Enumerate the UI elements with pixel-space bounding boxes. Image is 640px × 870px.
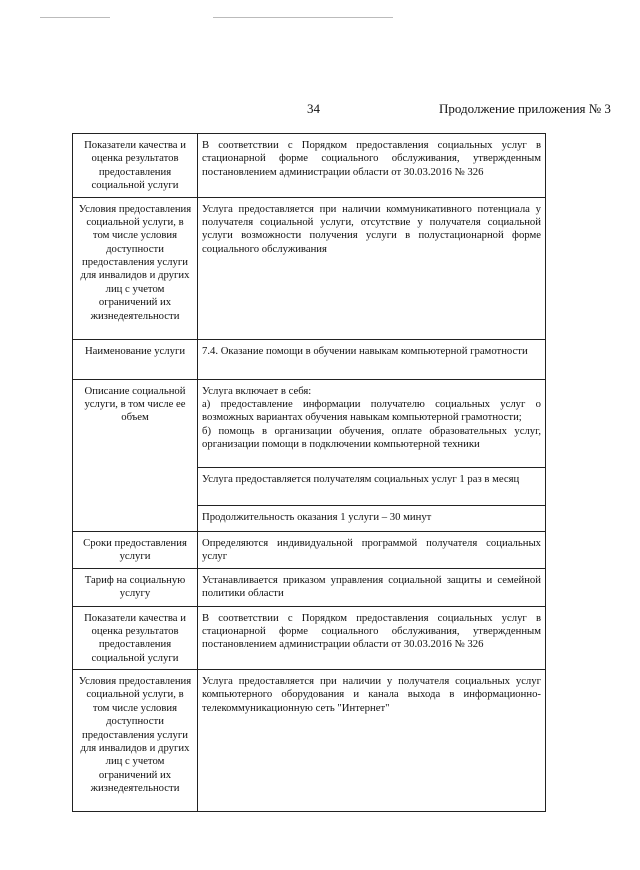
row-label: Показатели качества и оценка результатов предоставления социальной услуги [73, 606, 198, 670]
appendix-continuation-note: Продолжение приложения № 3 [439, 101, 611, 116]
row-label: Условия предоставления социальной услуги, в том числе условия доступности предоставления услуги для инвалидов и других лиц с учетом ограничений их жизнедеятельности [73, 197, 198, 339]
scan-mark-left [40, 17, 110, 18]
row-text: Определяются индивидуальной программой получателя социальных услуг [198, 531, 546, 568]
table-row [73, 568, 546, 606]
service-table [72, 133, 546, 812]
row-label: Тариф на социальную услугу [73, 568, 198, 606]
row-text: В соответствии с Порядком предоставления социальных услуг в стационарной форме социального обслуживания, утвержденным постановлением администрации области от 30.03.2016 № 326 [198, 134, 546, 198]
page-number: 34 [307, 101, 320, 116]
table-row [73, 134, 546, 198]
row-text: В соответствии с Порядком предоставления социальных услуг в стационарной форме социального обслуживания, утвержденным постановлением администрации области от 30.03.2016 № 326 [198, 606, 546, 670]
row-text: Услуга предоставляется получателям социальных услуг 1 раз в месяц [198, 467, 546, 505]
table-row [73, 531, 546, 568]
scan-mark-right [213, 17, 393, 18]
table-row [73, 670, 546, 812]
description-intro: Услуга включает в себя: [202, 384, 312, 397]
row-label: Наименование услуги [73, 339, 198, 379]
row-text: Услуга предоставляется при наличии у получателя социальных услуг компьютерного оборудования и канала выхода в информационно-телекоммуникационную сеть "Интернет" [198, 670, 546, 812]
row-text: Услуга предоставляется при наличии коммуникативного потенциала у получателя социальной услуги, отсутствие у получателя социальной услуги возможности получения услуги в полустационарной форме социального обслуживания [198, 197, 546, 339]
row-label: Условия предоставления социальной услуги, в том числе условия доступности предоставления услуги для инвалидов и других лиц с учетом ограничений их жизнедеятельности [73, 670, 198, 812]
table-row [73, 379, 546, 467]
table-row [73, 197, 546, 339]
row-text: Устанавливается приказом управления социальной защиты и семейной политики области [198, 568, 546, 606]
row-text: Продолжительность оказания 1 услуги – 30 минут [198, 505, 546, 531]
description-item-a: а) предоставление информации получателю социальных услуг о возможных вариантах обучения навыкам компьютерной грамотности; [202, 397, 541, 424]
table-row [73, 339, 546, 379]
table-row [73, 606, 546, 670]
row-label: Сроки предоставления услуги [73, 531, 198, 568]
row-label: Показатели качества и оценка результатов предоставления социальной услуги [73, 134, 198, 198]
row-text: 7.4. Оказание помощи в обучении навыкам компьютерной грамотности [198, 339, 546, 379]
description-item-b: б) помощь в организации обучения, оплате образовательных услуг, организации помощи в подключении компьютерной техники [202, 424, 541, 450]
row-text [198, 379, 546, 467]
row-label: Описание социальной услуги, в том числе ее объем [73, 379, 198, 531]
